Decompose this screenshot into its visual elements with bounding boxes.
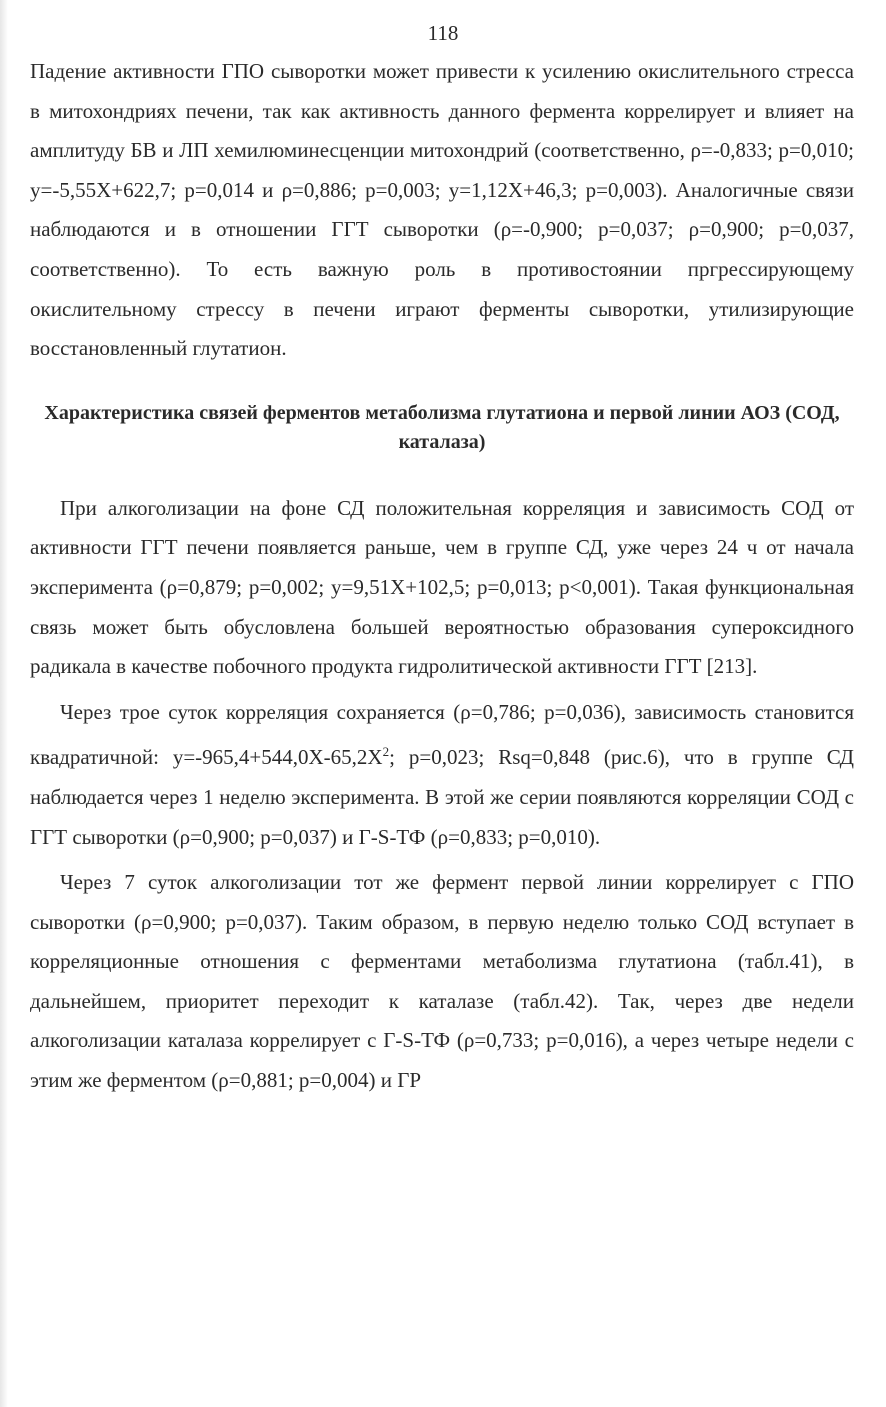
paragraph-3-text-b: ; p=0,023; Rsq=0,848 (рис.6), что в группе СД наблюдается через 1 неделю эксперимента. В этой же серии появляются корреляции СОД с ГГТ сыворотки (ρ=0,900; p=0,037) и Г-S-ТФ (ρ=0,833; p=0,010).: [30, 745, 854, 849]
paragraph-1: Падение активности ГПО сыворотки может привести к усилению окислительного стресса в митохондриях печени, так как активность данного фермента коррелирует и влияет на амплитуду БВ и ЛП хемилюминесценции митохондрий (соответственно, ρ=-0,833; p=0,010; y=-5,55X+622,7; p=0,014 и ρ=0,886; p=0,003; y=1,12X+46,3; p=0,003). Аналогичные связи наблюдаются и в отношении ГГТ сыворотки (ρ=-0,900; p=0,037; ρ=0,900; p=0,037, соответственно). То есть важную роль в противостоянии пргрессирующему окислительному стрессу в печени играют ферменты сыворотки, утилизирующие восстановленный глутатион.: [30, 59, 854, 361]
page-number: 118: [427, 21, 459, 45]
paragraph-2: При алкоголизации на фоне СД положительная корреляция и зависимость СОД от активности ГГТ печени появляется раньше, чем в группе СД, уже через 24 ч от начала эксперимента (ρ=0,879; p=0,002; y=9,51X+102,5; p=0,013; p<0,001). Такая функциональная связь может быть обусловлена большей вероятностью образования супероксидного радикала в качестве побочного продукта гидролитической активности ГГТ [213].: [30, 495, 854, 679]
superscript-exponent: 2: [382, 744, 390, 760]
paragraph-4: Через 7 суток алкоголизации тот же фермент первой линии коррелирует с ГПО сыворотки (ρ=0,900; p=0,037). Таким образом, в первую неделю только СОД вступает в корреляционные отношения с ферментами метаболизма глутатиона (табл.41), в дальнейшем, приоритет переходит к каталазе (табл.42). Так, через две недели алкоголизации каталаза коррелирует с Г-S-ТФ (ρ=0,733; p=0,016), а через четыре недели с этим же ферментом (ρ=0,881; p=0,004) и ГР: [30, 870, 854, 1093]
paragraph-3-text-a: Через трое суток корреляция сохраняется (ρ=0,786; p=0,036), зависимость становится квадратичной: y=-965,4+544,0X-65,2X: [30, 699, 854, 770]
scan-edge-shadow: [0, 0, 8, 1407]
paragraph-3: [30, 693, 854, 857]
section-heading: Характеристика связей ферментов метаболизма глутатиона и первой линии АОЗ (СОД, каталаза): [44, 401, 840, 453]
page-content: [30, 52, 854, 1101]
